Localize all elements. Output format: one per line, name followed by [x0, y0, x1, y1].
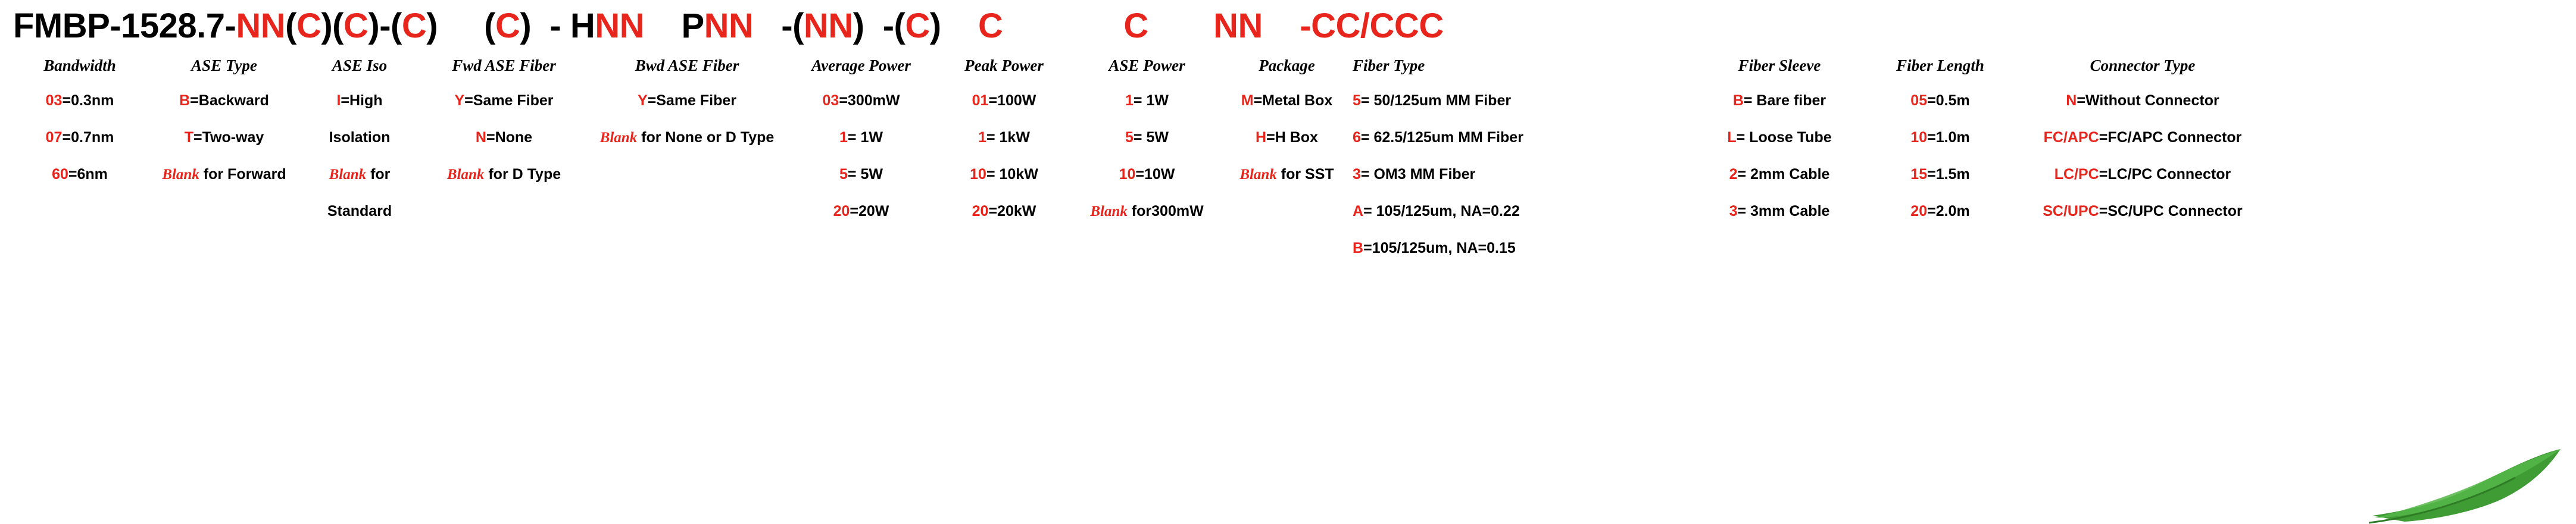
option-column: [1225, 50, 1353, 266]
option-entry: [1073, 82, 1221, 119]
part-number-segment: P: [644, 7, 704, 45]
option-entry: [1073, 193, 1221, 230]
option-text: =Backward: [190, 92, 269, 109]
option-entry: [421, 156, 587, 193]
option-text: =FC/APC Connector: [2099, 129, 2242, 146]
part-number-segment: C: [296, 7, 321, 45]
option-text: =300mW: [839, 92, 900, 109]
option-entry: [1073, 119, 1221, 156]
option-text: =Without Connector: [2077, 92, 2219, 109]
option-text: =2.0m: [1927, 203, 1970, 219]
option-text: for SST: [1276, 166, 1334, 183]
option-code: 5: [1125, 129, 1134, 146]
part-number-segment: )-(: [368, 7, 402, 45]
option-entry-empty: [302, 230, 417, 266]
option-code: 10: [1119, 166, 1136, 183]
option-entry-empty: [1073, 230, 1221, 266]
option-code: 1: [978, 129, 986, 146]
option-text: = 5W: [1133, 129, 1169, 146]
part-number-segment: NN: [595, 7, 644, 45]
option-entry-empty: [591, 193, 783, 230]
option-column: [1871, 50, 2013, 266]
option-text: =1.5m: [1927, 166, 1970, 183]
option-entry: [1871, 156, 2010, 193]
option-text: = 1W: [1133, 92, 1169, 109]
option-entry: [939, 119, 1069, 156]
option-code: 10: [970, 166, 986, 183]
option-text: = Loose Tube: [1736, 129, 1832, 146]
option-text: =1.0m: [1927, 129, 1970, 146]
option-entry: [421, 119, 587, 156]
option-text: Isolation: [329, 129, 391, 146]
part-number-segment: ): [929, 7, 941, 45]
part-number-segment: C: [941, 7, 1003, 45]
option-text: = 2mm Cable: [1737, 166, 1830, 183]
part-number-segment: C: [495, 7, 520, 45]
option-code: B: [1353, 240, 1364, 256]
option-entry: [13, 156, 146, 193]
option-code-blank: Blank: [1239, 167, 1277, 183]
option-entry-empty: [1225, 230, 1349, 266]
option-entry: [1225, 82, 1349, 119]
part-number-segment: FMBP-1528.7-: [13, 7, 236, 45]
column-header: Fiber Sleeve: [1738, 57, 1821, 75]
option-entry: [150, 119, 298, 156]
option-code: 20: [833, 203, 850, 219]
leaf-logo-icon: [2369, 447, 2565, 524]
column-header: ASE Power: [1109, 57, 1185, 75]
option-text: =0.7nm: [62, 129, 114, 146]
option-column: [939, 50, 1073, 266]
option-text: for: [366, 166, 391, 183]
option-text: =0.3nm: [62, 92, 114, 109]
option-entry: [787, 82, 935, 119]
option-text: for Forward: [199, 166, 286, 183]
part-number-segment: NN: [236, 7, 286, 45]
option-entry: [1225, 156, 1349, 193]
option-code: T: [184, 129, 193, 146]
option-code: N: [475, 129, 486, 146]
option-entry: [421, 82, 587, 119]
option-text: =Same Fiber: [647, 92, 737, 109]
option-code: L: [1727, 129, 1737, 146]
option-entry: [13, 82, 146, 119]
option-column: [1353, 50, 1692, 266]
option-entry: [1871, 82, 2010, 119]
option-entry: [1353, 156, 1688, 193]
option-entry: [2013, 193, 2272, 230]
option-entry: [1353, 82, 1688, 119]
option-column: [2013, 50, 2275, 266]
option-entry: [302, 119, 417, 156]
option-entry: [787, 193, 935, 230]
option-code: FC/APC: [2043, 129, 2099, 146]
option-entry-empty: [1692, 230, 1867, 266]
option-entry-empty: [2013, 230, 2272, 266]
option-code: 03: [45, 92, 63, 109]
option-text: for None or D Type: [637, 129, 775, 146]
part-number-segment: -(: [753, 7, 804, 45]
column-header: Peak Power: [964, 57, 1044, 75]
part-number-segment: - H: [531, 7, 595, 45]
option-code: 20: [1910, 203, 1928, 219]
option-code: N: [2066, 92, 2077, 109]
option-text: =100W: [988, 92, 1036, 109]
column-header: Bwd ASE Fiber: [635, 57, 739, 75]
part-number-segment: (: [285, 7, 296, 45]
option-column: [150, 50, 302, 266]
part-number-segment: C: [401, 7, 427, 45]
option-column: [302, 50, 421, 266]
option-entry: [2013, 82, 2272, 119]
option-entry-empty: [1871, 230, 2010, 266]
option-code: 20: [972, 203, 989, 219]
option-entry-empty: [150, 230, 298, 266]
column-header: Fiber Length: [1896, 57, 1984, 75]
option-entry-empty: [13, 193, 146, 230]
option-text: =None: [486, 129, 533, 146]
option-entry: [591, 82, 783, 119]
part-number-segment: ): [853, 7, 864, 45]
part-number-segment: -(: [864, 7, 905, 45]
option-code-blank: Blank: [1090, 203, 1128, 219]
option-entry: [939, 193, 1069, 230]
option-code-blank: Blank: [329, 167, 367, 183]
option-text: =H Box: [1266, 129, 1318, 146]
column-header: Fiber Type: [1353, 57, 1425, 75]
option-entry: [939, 156, 1069, 193]
option-code: SC/UPC: [2043, 203, 2099, 219]
option-text: =105/125um, NA=0.15: [1363, 240, 1516, 256]
option-text: =Two-way: [193, 129, 264, 146]
option-entry: [1353, 230, 1688, 266]
option-column: [13, 50, 150, 266]
option-code: 03: [822, 92, 839, 109]
option-entry: [939, 82, 1069, 119]
part-number-segment: NN: [704, 7, 754, 45]
option-code: 5: [1353, 92, 1361, 109]
option-column: [591, 50, 787, 266]
option-text: = 10kW: [986, 166, 1038, 183]
option-code: 6: [1353, 129, 1361, 146]
option-text: =High: [341, 92, 383, 109]
option-text: = 50/125um MM Fiber: [1360, 92, 1512, 109]
part-number-segment: NN: [1148, 7, 1263, 45]
option-code: 1: [1125, 92, 1134, 109]
option-column: [1692, 50, 1871, 266]
option-code: Y: [637, 92, 648, 109]
part-number-segment: C: [905, 7, 930, 45]
option-code: 2: [1729, 166, 1738, 183]
option-text: =6nm: [68, 166, 108, 183]
option-code: B: [179, 92, 191, 109]
option-code: LC/PC: [2054, 166, 2099, 183]
option-entry: [787, 156, 935, 193]
option-code: I: [336, 92, 341, 109]
option-code: 60: [52, 166, 68, 183]
option-entry: [2013, 119, 2272, 156]
part-number-segment: ): [426, 7, 438, 45]
option-entry: [2013, 156, 2272, 193]
option-entry: [591, 119, 783, 156]
option-entry: [150, 82, 298, 119]
option-entry: [1353, 193, 1688, 230]
column-header: Package: [1259, 57, 1315, 75]
option-text: = OM3 MM Fiber: [1360, 166, 1476, 183]
option-code: 1: [839, 129, 848, 146]
option-columns: [13, 50, 2563, 266]
part-number-segment: C: [1003, 7, 1148, 45]
option-entry: [1871, 193, 2010, 230]
option-code: H: [1256, 129, 1267, 146]
option-entry-empty: [421, 193, 587, 230]
option-code: 3: [1353, 166, 1361, 183]
column-header: Bandwidth: [43, 57, 116, 75]
part-number-segment: ): [520, 7, 532, 45]
option-code: 3: [1729, 203, 1738, 219]
option-text: = 105/125um, NA=0.22: [1363, 203, 1520, 219]
column-header: Average Power: [811, 57, 911, 75]
part-number-segment: (: [438, 7, 495, 45]
option-entry: [13, 119, 146, 156]
part-number-segment: -CC/CCC: [1262, 7, 1444, 45]
option-code: 10: [1910, 129, 1928, 146]
column-header: Fwd ASE Fiber: [452, 57, 556, 75]
option-text: =0.5m: [1927, 92, 1970, 109]
option-code: 01: [972, 92, 989, 109]
option-code: 5: [839, 166, 848, 183]
option-entry: [1353, 119, 1688, 156]
option-entry: [1073, 156, 1221, 193]
option-entry: [150, 156, 298, 193]
option-entry-empty: [939, 230, 1069, 266]
option-code: M: [1241, 92, 1254, 109]
option-entry-empty: [13, 230, 146, 266]
option-text: =Metal Box: [1253, 92, 1333, 109]
column-header: Connector Type: [2090, 57, 2196, 75]
option-entry: [302, 193, 417, 230]
option-column: [1073, 50, 1225, 266]
option-text: for300mW: [1127, 203, 1204, 219]
option-text: =20kW: [988, 203, 1036, 219]
option-text: =Same Fiber: [464, 92, 554, 109]
option-text: = 3mm Cable: [1737, 203, 1830, 219]
option-text: = 62.5/125um MM Fiber: [1360, 129, 1523, 146]
option-code-blank: Blank: [162, 167, 199, 183]
part-number-string: [13, 6, 2563, 50]
option-entry: [302, 82, 417, 119]
part-number-segment: )(: [321, 7, 344, 45]
option-entry-empty: [150, 193, 298, 230]
option-entry: [1225, 119, 1349, 156]
option-code: A: [1353, 203, 1364, 219]
option-code: 05: [1910, 92, 1928, 109]
part-number-segment: NN: [803, 7, 853, 45]
option-entry-empty: [421, 230, 587, 266]
option-text: =LC/PC Connector: [2099, 166, 2231, 183]
option-text: =20W: [850, 203, 889, 219]
option-entry: [1871, 119, 2010, 156]
option-entry: [787, 119, 935, 156]
option-entry: [302, 156, 417, 193]
option-code: B: [1732, 92, 1744, 109]
option-text: = 1kW: [986, 129, 1030, 146]
option-text: Standard: [327, 203, 392, 219]
option-entry: [1692, 119, 1867, 156]
option-text: for D Type: [484, 166, 561, 183]
option-column: [421, 50, 591, 266]
option-entry: [1692, 156, 1867, 193]
option-text: =SC/UPC Connector: [2099, 203, 2243, 219]
option-code: Y: [454, 92, 465, 109]
option-entry-empty: [591, 230, 783, 266]
option-code-blank: Blank: [446, 167, 485, 183]
option-text: = 5W: [847, 166, 883, 183]
option-code-blank: Blank: [599, 130, 638, 146]
option-text: =10W: [1135, 166, 1175, 183]
column-header: ASE Iso: [332, 57, 388, 75]
option-text: = 1W: [847, 129, 883, 146]
option-code: 15: [1910, 166, 1928, 183]
part-number-segment: C: [343, 7, 369, 45]
option-text: = Bare fiber: [1743, 92, 1826, 109]
option-code: 07: [45, 129, 63, 146]
option-column: [787, 50, 939, 266]
option-entry-empty: [1225, 193, 1349, 230]
option-entry: [1692, 82, 1867, 119]
option-entry-empty: [591, 156, 783, 193]
option-entry: [1692, 193, 1867, 230]
option-entry-empty: [787, 230, 935, 266]
column-header: ASE Type: [191, 57, 257, 75]
